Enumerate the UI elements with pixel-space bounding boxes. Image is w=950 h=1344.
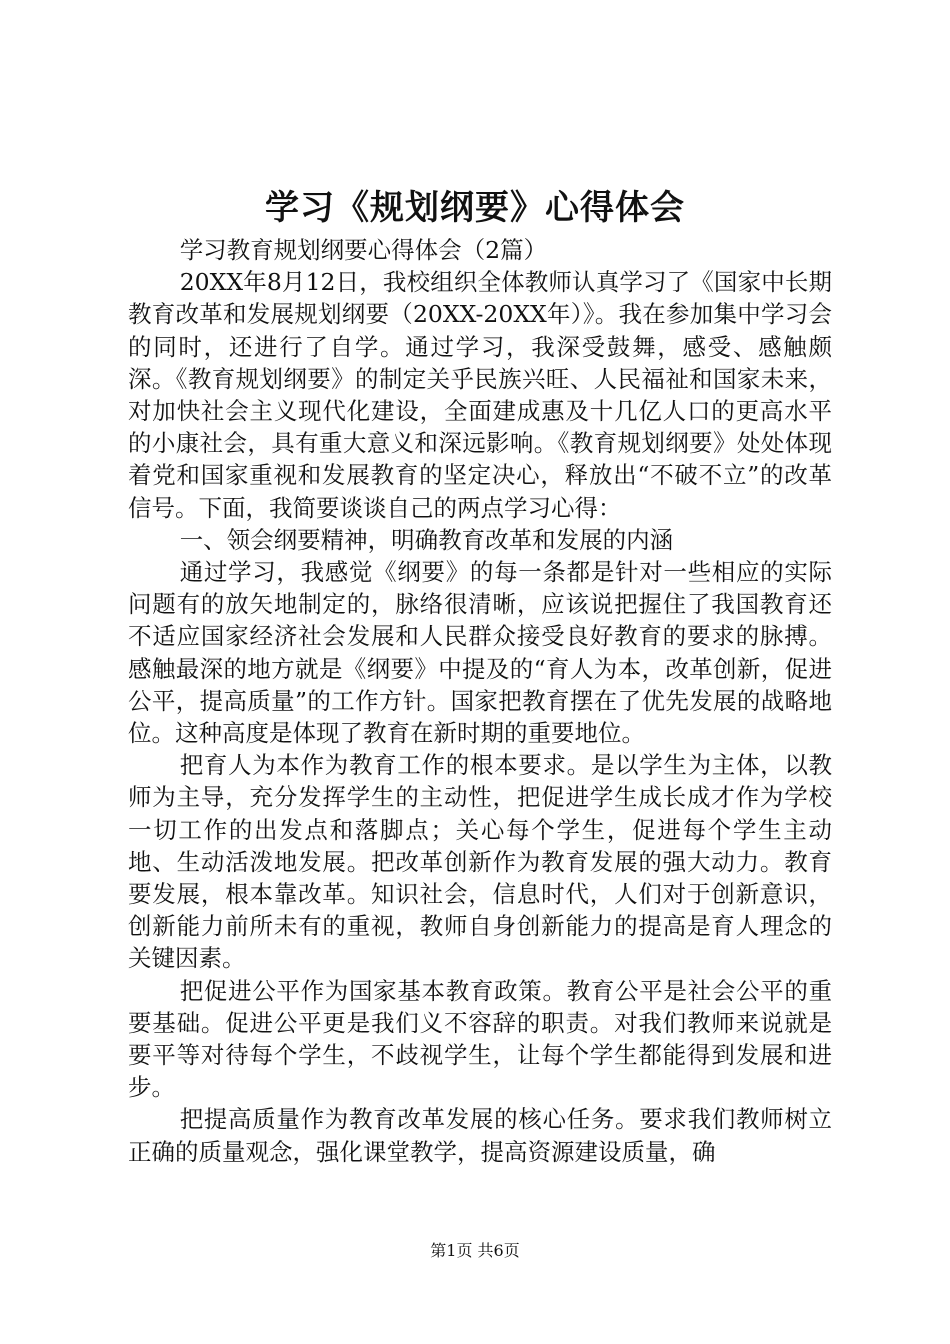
- paragraph-equity: 把促进公平作为国家基本教育政策。教育公平是社会公平的重要基础。促进公平更是我们义不容辞的职责。对我们教师来说就是要平等对待每个学生，不歧视学生，让每个学生都能得到发展和进步。: [128, 976, 832, 1102]
- paragraph-intro: 20XX年8月12日，我校组织全体教师认真学习了《国家中长期教育改革和发展规划纲要（20XX-20XX年）》。我在参加集中学习会的同时，还进行了自学。通过学习，我深受鼓舞，感受、感触颇深。《教育规划纲要》的制定关乎民族兴旺、人民福祉和国家未来，对加快社会主义现代化建设，全面建成惠及十几亿人口的更高水平的小康社会，具有重大意义和深远影响。《教育规划纲要》处处体现着党和国家重视和发展教育的坚定决心，释放出“不破不立”的改革信号。下面，我简要谈谈自己的两点学习心得：: [128, 268, 832, 522]
- paragraph-outline: 通过学习，我感觉《纲要》的每一条都是针对一些相应的实际问题有的放矢地制定的，脉络很清晰，应该说把握住了我国教育还不适应国家经济社会发展和人民群众接受良好教育的要求的脉搏。感触最深的地方就是《纲要》中提及的“育人为本，改革创新，促进公平，提高质量”的工作方针。国家把教育摆在了优先发展的战略地位。这种高度是体现了教育在新时期的重要地位。: [128, 558, 832, 748]
- section-heading-1: 一、领会纲要精神，明确教育改革和发展的内涵: [179, 525, 674, 554]
- page-number-footer: 第1页 共6页: [430, 1241, 520, 1260]
- document-body: [128, 234, 832, 1168]
- paragraph-quality: 把提高质量作为教育改革发展的核心任务。要求我们教师树立正确的质量观念，强化课堂教学，提高资源建设质量，确: [128, 1105, 832, 1166]
- document-title: 学习《规划纲要》心得体会: [265, 188, 685, 228]
- paragraph-education-people: 把育人为本作为教育工作的根本要求。是以学生为主体，以教师为主导，充分发挥学生的主动性，把促进学生成长成才作为学校一切工作的出发点和落脚点；关心每个学生，促进每个学生主动地、生动活泼地发展。把改革创新作为教育发展的强大动力。教育要发展，根本靠改革。知识社会，信息时代，人们对于创新意识，创新能力前所未有的重视，教师自身创新能力的提高是育人理念的关键因素。: [128, 751, 832, 973]
- paragraph-subtitle: 学习教育规划纲要心得体会（2篇）: [179, 236, 548, 264]
